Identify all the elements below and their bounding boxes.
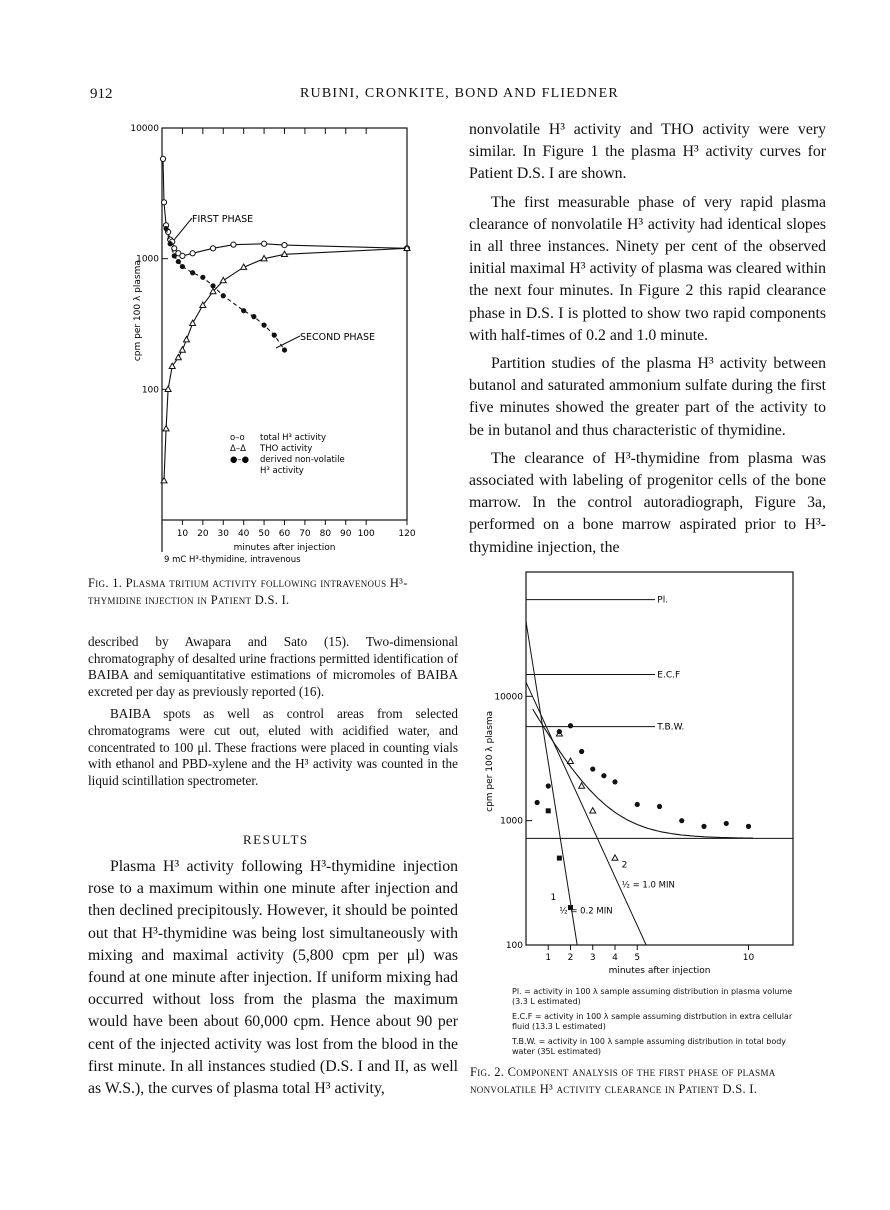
x-tick-label: 60 [278, 529, 291, 539]
component-2-point [568, 758, 574, 763]
figure-2-note-text: E.C.F = activity in 100 λ sample assuming distrbution in extra cellular fluid (13.3 L estimated) [512, 1012, 793, 1031]
x-axis-label: minutes after injection [608, 966, 711, 976]
figure-2-caption-text: Component analysis of the first phase of plasma nonvolatile H³ activity clearance in Patient D.S. I. [470, 1065, 776, 1096]
figure-1-chart [100, 110, 460, 580]
x-tick-label: 4 [612, 953, 618, 963]
annotation-arrow [174, 218, 192, 240]
y-axis-label: cpm per 100 λ plasma [133, 260, 143, 362]
legend-label: THO activity [260, 444, 313, 454]
series-line-3 [166, 229, 284, 350]
total-activity-point [190, 251, 195, 256]
data-point [701, 824, 706, 829]
tho-activity-point [163, 425, 169, 430]
annotation-second-phase: SECOND PHASE [300, 332, 375, 343]
figure-2-chart [470, 562, 835, 1064]
data-point [612, 779, 617, 784]
x-tick-label: 120 [398, 529, 416, 539]
annotation-arrow [276, 336, 300, 348]
paragraph: described by Awapara and Sato (15). Two-dimensional chromatography of desalted urine fractions permitted identification of BAIBA and semiquantitative estimations of micromoles of BAIBA excreted per day as previously reported (16). [88, 634, 458, 699]
total-activity-point [261, 241, 266, 246]
data-point [679, 818, 684, 823]
total-activity-point [180, 253, 185, 258]
data-point [535, 800, 540, 805]
derived-activity-point [221, 293, 226, 298]
derived-activity-point [241, 308, 246, 313]
y-tick-label: 10000 [130, 124, 159, 134]
left-column-results [88, 856, 458, 1106]
data-point [635, 802, 640, 807]
y-tick-label: 100 [505, 941, 523, 951]
tho-activity-point [179, 347, 185, 352]
paragraph: BAIBA spots as well as control areas from selected chromatograms were cut out, eluted with acidified water, and concentrated to 100 μl. These fractions were placed in counting vials with ethanol and PBD-xylene and the H³ activity was counted in the liquid scintillation spectrometer. [88, 706, 458, 788]
legend-symbol: Δ–Δ [230, 444, 246, 454]
y-tick-label: 10000 [494, 692, 523, 703]
component-1-label: 1 [550, 893, 557, 904]
paragraph: Plasma H³ activity following H³-thymidine injection rose to a maximum within one minute after injection and then declined precipitously. However, it should be pointed out that H³-thymidine was being lost simultaneously with mixing and maximal activity (5,800 cpm per μl) was found at one minute after injection. If uniform mixing had occurred without loss from the plasma the maximum would have been about 60,000 cpm. Hence about 90 per cent of the injected activity was lost from the blood in the first minute. In all instances studied (D.S. I and II, as well as W.S.), the curves of plasma total H³ activity, [88, 858, 458, 1098]
component-2-point [590, 808, 596, 813]
data-point [568, 723, 573, 728]
figure-1-label: Fig. 1. [88, 576, 123, 590]
injection-note: 9 mC H³-thymidine, intravenous [164, 555, 301, 565]
x-tick-label: 50 [258, 529, 270, 539]
derived-activity-point [200, 275, 205, 280]
data-point [590, 766, 595, 771]
x-tick-label: 5 [634, 953, 641, 963]
x-axis-label: minutes after injection [233, 543, 336, 553]
data-point [546, 783, 551, 788]
tho-activity-point [175, 354, 181, 359]
x-tick-label: 20 [197, 529, 209, 539]
x-tick-label: 2 [567, 953, 574, 963]
legend-symbol: o–o [230, 433, 245, 443]
x-tick-label: 90 [340, 529, 352, 539]
data-point [579, 749, 584, 754]
figure-2-note [512, 1037, 797, 1064]
data-point [557, 729, 562, 734]
total-activity-point [282, 243, 287, 248]
legend-label: H³ activity [260, 466, 304, 476]
legend-symbol: ●–● [230, 455, 250, 465]
paragraph: The clearance of H³-thymidine from plasma was associated with labeling of progenitor cells of the bone marrow. In the control autoradiograph, Figure 3a, performed on a bone marrow aspirated prior to H³-thymidine injection, the [469, 449, 826, 556]
legend-label: derived non-volatile [260, 455, 345, 465]
y-tick-label: 1000 [136, 254, 159, 265]
x-tick-label: 10 [176, 529, 189, 539]
x-tick-label: 70 [299, 529, 311, 539]
paragraph: Partition studies of the plasma H³ activity between butanol and saturated ammonium sulfate during the first five minutes showed the greater part of the activity to be in butanol and thus characteristic of thymidine. [469, 355, 826, 439]
fitted-curve [533, 709, 753, 838]
annotation-first-phase: FIRST PHASE [192, 214, 254, 225]
component-2-label: 2 [621, 860, 628, 871]
derived-activity-point [272, 333, 277, 338]
right-column-text [469, 119, 826, 565]
total-activity-point [210, 246, 215, 251]
figure-1-caption [88, 575, 460, 609]
total-activity-point [161, 200, 166, 205]
derived-activity-point [251, 314, 256, 319]
legend-label: total H³ activity [260, 433, 326, 443]
data-point [657, 804, 662, 809]
tho-activity-point [190, 320, 196, 325]
derived-activity-point [180, 264, 185, 269]
half-time-1: ½ = 0.2 MIN [559, 906, 613, 917]
figure-2-note-text: Pl. = activity in 100 λ sample assuming distribution in plasma volume (3.3 L estimated) [512, 987, 793, 1006]
component-2-point [612, 855, 618, 860]
x-tick-label: 10 [742, 953, 755, 963]
y-tick-label: 100 [141, 385, 159, 396]
tho-activity-point [184, 336, 190, 341]
x-tick-label: 30 [217, 529, 229, 539]
x-tick-label: 3 [589, 953, 596, 963]
derived-activity-point [168, 241, 173, 246]
series-line-1 [163, 159, 407, 256]
section-heading-results: RESULTS [243, 832, 309, 847]
component-1-point [557, 856, 562, 861]
figure-2-note-text: T.B.W. = activity in 100 λ sample assuming distribution in total body water (35L estimated) [512, 1037, 787, 1056]
derived-activity-point [176, 259, 181, 264]
paragraph: nonvolatile H³ activity and THO activity were very similar. In Figure 1 the plasma H³ activity curves for Patient D.S. I are shown. [469, 121, 826, 183]
left-column-methods [88, 634, 458, 795]
figure-2-caption [470, 1064, 832, 1098]
running-head: RUBINI, CRONKITE, BOND AND FLIEDNER [300, 86, 619, 101]
derived-activity-point [190, 270, 195, 275]
figure-2-label: Fig. 2. [470, 1065, 505, 1079]
tbw-line-label: T.B.W. [657, 722, 685, 733]
tho-activity-point [220, 277, 226, 282]
tho-activity-point [165, 386, 171, 391]
pl-line-label: Pl. [657, 595, 669, 606]
ecf-line-label: E.C.F [657, 670, 681, 681]
derived-activity-point [261, 323, 266, 328]
total-activity-point [231, 242, 236, 247]
page-number: 912 [90, 86, 113, 102]
derived-activity-point [282, 347, 287, 352]
data-point [724, 821, 729, 826]
data-point [746, 824, 751, 829]
derived-activity-point [210, 283, 215, 288]
y-tick-label: 1000 [500, 816, 523, 827]
derived-activity-point [163, 226, 168, 231]
x-tick-label: 1 [545, 953, 552, 963]
x-tick-label: 40 [237, 529, 250, 539]
data-point [601, 773, 606, 778]
half-time-2: ½ = 1.0 MIN [621, 880, 675, 891]
x-tick-label: 80 [319, 529, 332, 539]
x-tick-label: 100 [357, 529, 375, 539]
figure-1-caption-text: Plasma tritium activity following intravenous H³-thymidine injection in Patient D.S. I. [88, 576, 408, 607]
paragraph: The first measurable phase of very rapid plasma clearance of nonvolatile H³ activity had identical slopes in all three instances. Ninety per cent of the observed initial maximal H³ activity of plasma was cleared within the next four minutes. In Figure 2 this rapid clearance phase in D.S. I is plotted to show two rapid components with half-times of 0.2 and 1.0 minute. [469, 193, 826, 344]
derived-activity-point [172, 253, 177, 258]
component-1-point [546, 808, 551, 813]
total-activity-point [160, 156, 165, 161]
y-axis-label: cpm per 100 λ plasma [485, 710, 495, 812]
